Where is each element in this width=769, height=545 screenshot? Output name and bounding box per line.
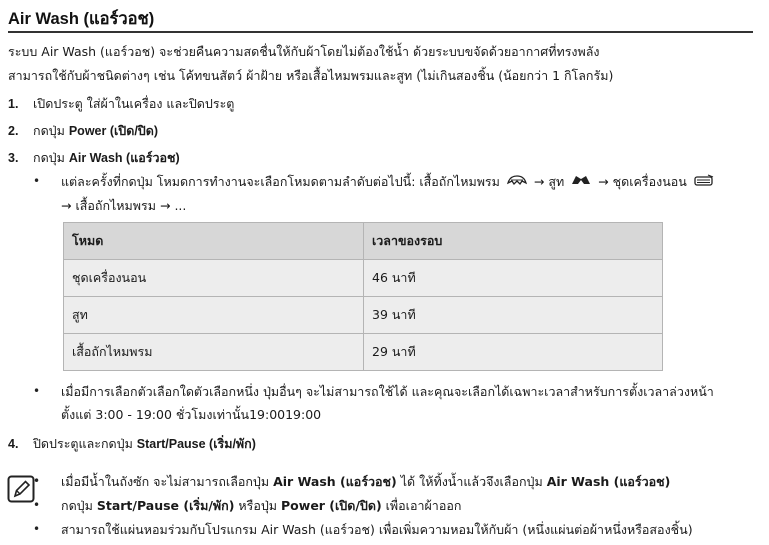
sequence-arrow: → <box>598 174 609 189</box>
air-wash-button-label: Air Wash (แอร์วอช) <box>546 474 671 489</box>
intro-paragraph <box>8 40 753 88</box>
sequence-arrow: → <box>61 198 72 213</box>
start-pause-button-label: Start/Pause (เริ่ม/พัก) <box>136 437 256 451</box>
note-text: เพื่อเอาผ้าออก <box>381 498 462 513</box>
note-1 <box>33 470 670 493</box>
bullet-dot: • <box>33 474 41 488</box>
step-2 <box>8 121 158 141</box>
table-row <box>64 334 663 371</box>
note-text: หรือปุ่ม <box>234 498 282 513</box>
note-2 <box>33 494 461 517</box>
time-cell: 29 นาที <box>364 334 663 371</box>
mode-time-table <box>63 222 663 371</box>
step-3 <box>8 148 180 168</box>
step-number: 4. <box>8 437 19 451</box>
air-wash-button-label: Air Wash (แอร์วอช) <box>273 474 397 489</box>
bullet-dot: • <box>33 174 41 188</box>
sequence-ellipsis: ... <box>174 198 187 213</box>
header-mode: โหมด <box>64 223 364 260</box>
step-number: 3. <box>8 151 19 165</box>
start-pause-button-label: Start/Pause (เริ่ม/พัก) <box>96 498 235 513</box>
step-text: เปิดประตู ใส่ผ้าในเครื่อง และปิดประตู <box>33 96 235 111</box>
sequence-arrow: → <box>533 174 545 189</box>
note-pencil-icon <box>6 474 36 504</box>
note-text: กดปุ่ม <box>61 498 97 513</box>
intro-line-1: ระบบ Air Wash (แอร์วอช) จะช่วยคืนความสดชื่นให้กับผ้าโดยไม่ต้องใช้น้ำ ด้วยระบบขจัดด้วยอากาศที่ทรงพลัง <box>8 44 600 59</box>
time-cell: 39 นาที <box>364 297 663 334</box>
note-text: เมื่อมีน้ำในถังซัก จะไม่สามารถเลือกปุ่ม <box>61 474 274 489</box>
step-1 <box>8 94 234 114</box>
intro-line-2: สามารถใช้กับผ้าชนิดต่างๆ เช่น โค้ทขนสัตว์ ผ้าฝ้าย หรือเสื้อไหมพรมและสูท (ไม่เกินสองชิ้น (น้อยกว่า 1 กิโลกรัม) <box>8 68 614 83</box>
bedding-icon <box>693 171 715 194</box>
mode-bedding-text: ชุดเครื่องนอน <box>612 174 687 189</box>
title-divider <box>8 31 753 33</box>
step-4 <box>8 434 256 454</box>
step-text: ปิดประตูและกดปุ่ม <box>33 436 137 451</box>
mode-cell: เสื้อถักไหมพรม <box>64 334 364 371</box>
bullet-dot: • <box>33 498 41 512</box>
air-wash-button-label: Air Wash (แอร์วอช) <box>68 151 180 165</box>
mode-sequence-text: แต่ละครั้งที่กดปุ่ม โหมดการทำงานจะเลือกโหมดตามลำดับต่อไปนี้: เสื้อถักไหมพรม <box>61 174 500 189</box>
note-3 <box>33 518 693 541</box>
step-3-bullet-2 <box>33 380 714 426</box>
note-text: ได้ ให้ทิ้งน้ำแล้วจึงเลือกปุ่ม <box>396 474 547 489</box>
step-text: กดปุ่ม <box>33 123 69 138</box>
step-text: กดปุ่ม <box>33 150 69 165</box>
table-header-row <box>64 223 663 260</box>
sequence-arrow: → <box>159 198 171 213</box>
mode-suit-text: สูท <box>548 174 565 189</box>
mode-cell: ชุดเครื่องนอน <box>64 260 364 297</box>
time-cell: 46 นาที <box>364 260 663 297</box>
step-3-bullet-1 <box>33 170 717 217</box>
suit-icon <box>570 171 592 194</box>
header-cycle-time: เวลาของรอบ <box>364 223 663 260</box>
knit-icon <box>506 171 528 194</box>
mode-knit-text: เสื้อถักไหมพรม <box>75 198 156 213</box>
step-number: 2. <box>8 124 19 138</box>
step-number: 1. <box>8 97 19 111</box>
power-button-label: Power (เปิด/ปิด) <box>68 124 159 138</box>
bullet-dot: • <box>33 522 41 536</box>
bullet-line-1: เมื่อมีการเลือกตัวเลือกใดตัวเลือกหนึ่ง ปุ่มอื่นๆ จะไม่สามารถใช้ได้ และคุณจะเลือกได้เฉพาะเวลาสำหรับการตั้งเวลาล่วงหน้า <box>61 384 714 399</box>
table-row <box>64 260 663 297</box>
page-title: Air Wash (แอร์วอช) <box>8 10 155 28</box>
power-button-label: Power (เปิด/ปิด) <box>281 498 382 513</box>
note-text: สามารถใช้แผ่นหอมร่วมกับโปรแกรม Air Wash (แอร์วอช) เพื่อเพิ่มความหอมให้กับผ้า (หนึ่งแผ่นต่อผ้าหนึ่งหรือสองชิ้น) <box>61 522 693 537</box>
mode-cell: สูท <box>64 297 364 334</box>
bullet-line-2: ตั้งแต่ 3:00 - 19:00 ชั่วโมงเท่านั้น19:0019:00 <box>61 407 322 422</box>
table-row <box>64 297 663 334</box>
bullet-dot: • <box>33 384 41 398</box>
